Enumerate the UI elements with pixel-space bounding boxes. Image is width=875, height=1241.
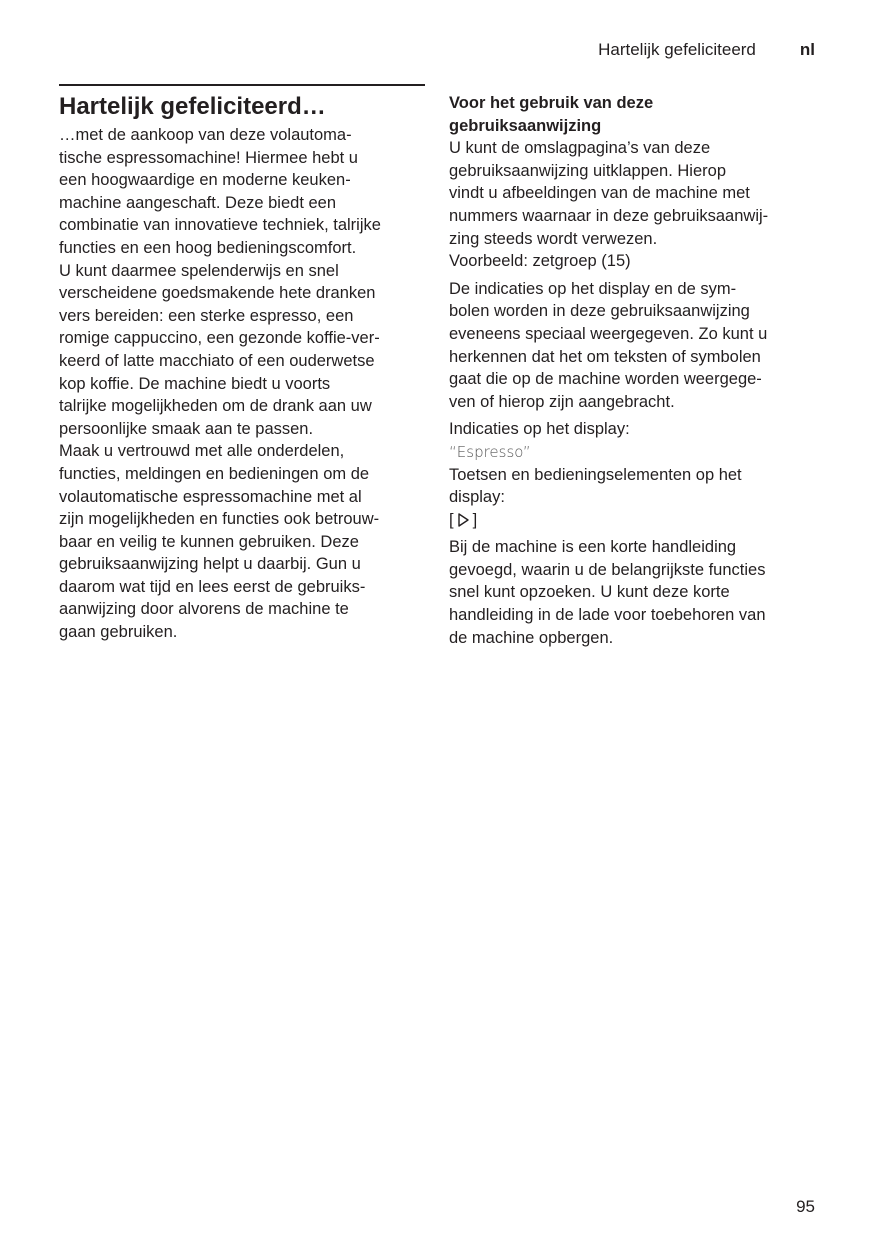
left-column xyxy=(59,84,425,644)
foldout-paragraph: U kunt de omslagpagina’s van deze gebruiksaanwijzing uitklappen. Hierop vindt u afbeeldingen van de machine met nummers waarnaar in deze gebruiksaanwij- zing steeds wordt verwezen. Voorbeeld: zetgroep (15) xyxy=(449,139,769,271)
display-indications-label: Indicaties op het display: xyxy=(449,420,630,439)
keys-label: Toetsen en bedieningselementen op het display: xyxy=(449,465,742,507)
page-title: Hartelijk gefeliciteerd… xyxy=(59,93,326,120)
intro-paragraph: …met de aankoop van deze volautoma- tische espressomachine! Hiermee hebt u een hoogwaardige en moderne keuken- machine aangeschaft. Deze biedt een combinatie van innovatieve techniek, talrijke functies en een hoog bedieningscomfort. U kunt daarmee spelenderwijs en snel verscheidene goedsmakende hete dranken vers bereiden: een sterke espresso, een romige cappuccino, een gezonde koffie-ver- keerd of latte macchiato of een ouderwetse kop koffie. De machine biedt u voorts talrijke mogelijkheden om de drank aan uw persoonlijke smaak aan te passen. Maak u vertrouwd met alle onderdelen, functies, meldingen en bedieningen om de volautomatische espressomachine met al zijn mogelijkheden en functies ook betrouw- baar en veilig te kunnen gebruiken. Deze gebruiksaanwijzing helpt u daarbij. Gun u daarom wat tijd en lees eerst de gebruiks- aanwijzing door alvorens de machine te gaan gebruiken. xyxy=(59,126,381,642)
header-section-title: Hartelijk gefeliciteerd xyxy=(598,40,756,59)
display-symbols-paragraph: De indicaties op het display en de sym- bolen worden in deze gebruiksaanwijzing eveneens speciaal weergegeven. Zo kunt u herkennen dat het om teksten of symbolen gaat die op de machine worden weergege- ven of hierop zijn aangebracht. xyxy=(449,279,768,411)
key-symbol-example xyxy=(449,509,819,532)
running-header xyxy=(598,40,815,60)
header-language-code: nl xyxy=(799,40,815,59)
usage-subheading: Voor het gebruik van deze gebruiksaanwijzing xyxy=(449,94,654,135)
page-number: 95 xyxy=(796,1197,815,1216)
play-outline-icon xyxy=(457,512,470,528)
short-manual-paragraph: Bij de machine is een korte handleiding gevoegd, waarin u de belangrijkste functies snel kunt opzoeken. U kunt deze korte handleiding in de lade voor toebehoren van de machine opbergen. xyxy=(449,538,766,647)
bracket-open: [ xyxy=(449,510,454,529)
bracket-close: ] xyxy=(472,510,478,529)
right-column xyxy=(449,92,819,649)
display-text-example: “Espresso” xyxy=(449,442,531,461)
